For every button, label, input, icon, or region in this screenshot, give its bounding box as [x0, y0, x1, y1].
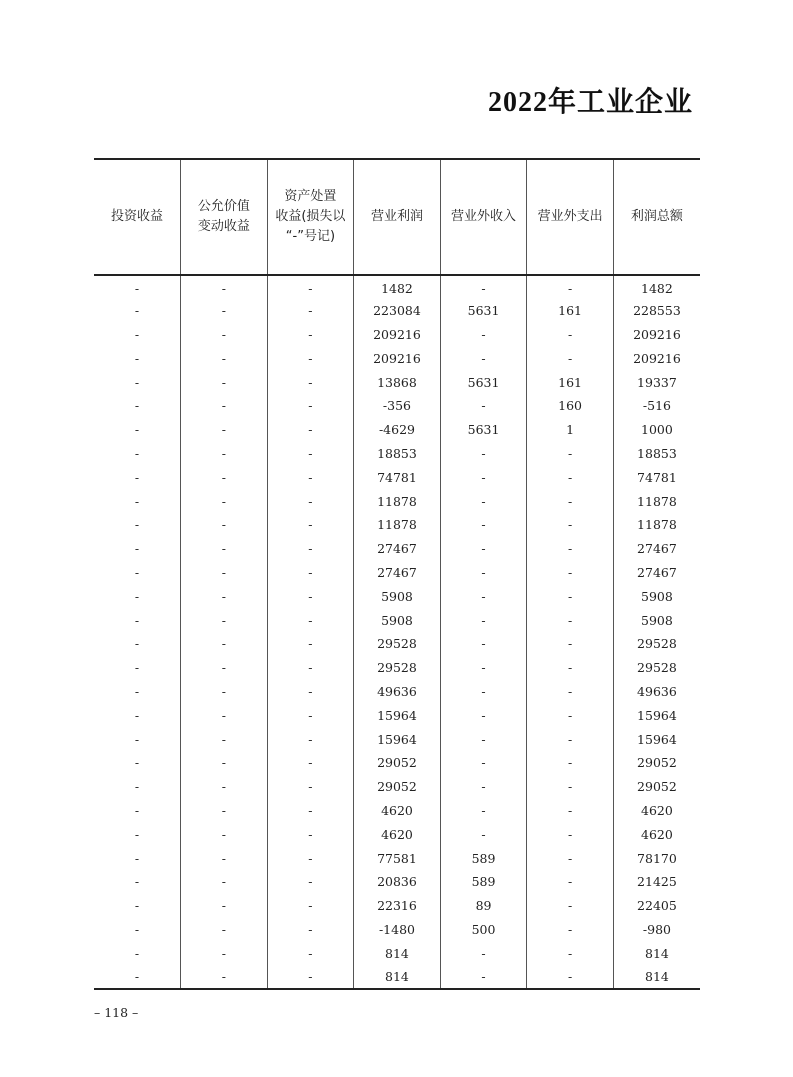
table-cell: 19337 — [613, 370, 700, 394]
table-cell: - — [181, 370, 268, 394]
table-cell: 11878 — [354, 513, 441, 537]
table-cell: - — [440, 822, 527, 846]
table-row — [94, 394, 700, 418]
table-cell: - — [134, 398, 140, 414]
table-row — [94, 751, 700, 775]
table-cell: - — [440, 465, 527, 489]
table-cell: - — [181, 941, 268, 965]
table-cell: - — [527, 775, 614, 799]
table-cell: - — [134, 350, 140, 366]
table-cell: - — [181, 537, 268, 561]
table-cell: - — [267, 346, 354, 370]
table-cell: - — [267, 965, 354, 989]
table-cell: - — [527, 918, 614, 942]
table-cell: - — [181, 346, 268, 370]
table-cell: 4620 — [354, 799, 441, 823]
table-cell: - — [181, 918, 268, 942]
table-cell: - — [134, 303, 140, 319]
table-row — [94, 323, 700, 347]
table-cell: - — [527, 608, 614, 632]
table-cell: - — [527, 703, 614, 727]
table-cell: 29528 — [613, 632, 700, 656]
table-cell: 29052 — [613, 751, 700, 775]
table-cell: - — [134, 874, 140, 890]
table-cell: - — [267, 751, 354, 775]
column-header: 营业外支出 — [527, 159, 614, 275]
table-cell: - — [134, 898, 140, 914]
table-row — [94, 489, 700, 513]
table-row — [94, 632, 700, 656]
table-cell: -516 — [613, 394, 700, 418]
table-cell: - — [527, 584, 614, 608]
table-row — [94, 941, 700, 965]
table-cell: - — [181, 561, 268, 585]
table-cell: - — [181, 703, 268, 727]
table-cell: 15964 — [613, 703, 700, 727]
table-header — [94, 159, 700, 275]
table-cell: 5908 — [613, 584, 700, 608]
table-cell: 27467 — [354, 537, 441, 561]
table-cell: - — [440, 275, 527, 299]
table-cell: 29052 — [354, 775, 441, 799]
table-cell: - — [527, 941, 614, 965]
table-cell: 223084 — [354, 299, 441, 323]
table-cell: - — [181, 513, 268, 537]
table-cell: - — [181, 632, 268, 656]
table-cell: - — [134, 588, 140, 604]
table-cell: 228553 — [613, 299, 700, 323]
table-cell: - — [527, 442, 614, 466]
table-cell: 29052 — [613, 775, 700, 799]
table-cell: 22316 — [354, 894, 441, 918]
table-cell: - — [267, 370, 354, 394]
table-cell: - — [527, 680, 614, 704]
table-cell: 74781 — [613, 465, 700, 489]
table-row — [94, 275, 700, 299]
table-cell: - — [527, 799, 614, 823]
table-cell: - — [527, 489, 614, 513]
table-cell: - — [181, 870, 268, 894]
table-cell: - — [134, 660, 140, 676]
table-cell: 209216 — [613, 346, 700, 370]
table-row — [94, 299, 700, 323]
table-cell: - — [440, 965, 527, 989]
table-cell: - — [527, 965, 614, 989]
table-cell: 500 — [440, 918, 527, 942]
table-cell: - — [134, 707, 140, 723]
page-title: 2022年工业企业 — [487, 87, 693, 118]
table-cell: - — [134, 683, 140, 699]
table-cell: - — [181, 608, 268, 632]
table-cell: - — [440, 346, 527, 370]
table-row — [94, 608, 700, 632]
table-cell: - — [440, 799, 527, 823]
table-cell: 29528 — [613, 656, 700, 680]
table-cell: - — [527, 561, 614, 585]
table-row — [94, 537, 700, 561]
table-cell: 814 — [613, 941, 700, 965]
table-cell: - — [267, 275, 354, 299]
table-cell: - — [440, 703, 527, 727]
table-cell: - — [181, 965, 268, 989]
table-cell: - — [527, 465, 614, 489]
table-cell: 5631 — [440, 418, 527, 442]
table-cell: - — [267, 299, 354, 323]
table-cell: - — [267, 894, 354, 918]
table-cell: 161 — [527, 370, 614, 394]
table-cell: - — [267, 846, 354, 870]
table-row — [94, 680, 700, 704]
table-cell: 589 — [440, 846, 527, 870]
table-cell: - — [134, 517, 140, 533]
table-cell: - — [440, 442, 527, 466]
table-cell: - — [267, 822, 354, 846]
table-row — [94, 513, 700, 537]
table-cell: 4620 — [354, 822, 441, 846]
table-cell: 209216 — [354, 323, 441, 347]
table-cell: - — [267, 918, 354, 942]
table-cell: - — [527, 751, 614, 775]
table-cell: 18853 — [354, 442, 441, 466]
table-cell: 160 — [527, 394, 614, 418]
table-cell: 5631 — [440, 370, 527, 394]
table-row — [94, 418, 700, 442]
table-row — [94, 561, 700, 585]
table-cell: - — [181, 799, 268, 823]
table-cell: - — [134, 779, 140, 795]
table-cell: 5908 — [613, 608, 700, 632]
table-row — [94, 465, 700, 489]
table-cell: - — [181, 323, 268, 347]
table-cell: - — [440, 513, 527, 537]
table-cell: -980 — [613, 918, 700, 942]
table-cell: - — [440, 727, 527, 751]
table-cell: - — [181, 275, 268, 299]
table-cell: - — [134, 541, 140, 557]
table-cell: - — [527, 346, 614, 370]
table-cell: - — [181, 442, 268, 466]
table-cell: 89 — [440, 894, 527, 918]
table-cell: - — [134, 493, 140, 509]
header-row — [94, 159, 700, 275]
table-cell: - — [181, 894, 268, 918]
table-cell: 11878 — [613, 513, 700, 537]
table-cell: - — [134, 945, 140, 961]
table-cell: - — [267, 941, 354, 965]
table-cell: 15964 — [613, 727, 700, 751]
table-row — [94, 656, 700, 680]
table-cell: - — [134, 731, 140, 747]
table-cell: 77581 — [354, 846, 441, 870]
table-cell: - — [134, 422, 140, 438]
table-cell: - — [181, 680, 268, 704]
table-cell: - — [134, 612, 140, 628]
table-cell: - — [267, 442, 354, 466]
table-cell: - — [527, 323, 614, 347]
table-cell: 11878 — [354, 489, 441, 513]
table-cell: 20836 — [354, 870, 441, 894]
table-cell: - — [527, 632, 614, 656]
page-number: – 118 – — [94, 1005, 139, 1020]
table-cell: - — [267, 799, 354, 823]
table-cell: - — [440, 632, 527, 656]
table-cell: - — [181, 846, 268, 870]
table-cell: - — [527, 870, 614, 894]
table-cell: - — [527, 727, 614, 751]
table-cell: - — [181, 775, 268, 799]
table-cell: - — [440, 584, 527, 608]
table-cell: - — [134, 374, 140, 390]
table-cell: 21425 — [613, 870, 700, 894]
table-row — [94, 775, 700, 799]
table-cell: 74781 — [354, 465, 441, 489]
table-cell: 22405 — [613, 894, 700, 918]
table-cell: - — [527, 846, 614, 870]
table-cell: - — [134, 755, 140, 771]
table-cell: - — [181, 394, 268, 418]
table-row — [94, 442, 700, 466]
table-cell: - — [267, 608, 354, 632]
table-cell: 5908 — [354, 608, 441, 632]
table-cell: 1482 — [613, 275, 700, 299]
table-cell: - — [267, 465, 354, 489]
table-cell: - — [134, 445, 140, 461]
table-row — [94, 822, 700, 846]
table-cell: - — [267, 394, 354, 418]
table-cell: 78170 — [613, 846, 700, 870]
table-cell: - — [440, 775, 527, 799]
column-header: 资产处置 收益(损失以 “-”号记) — [267, 159, 354, 275]
table-cell: 5908 — [354, 584, 441, 608]
table-cell: 1000 — [613, 418, 700, 442]
table-cell: - — [267, 727, 354, 751]
column-header: 利润总额 — [613, 159, 700, 275]
column-header: 营业利润 — [354, 159, 441, 275]
table-cell: - — [440, 941, 527, 965]
table-cell: - — [134, 326, 140, 342]
table-cell: - — [440, 394, 527, 418]
table-cell: 27467 — [613, 537, 700, 561]
table-cell: - — [181, 727, 268, 751]
table-cell: 27467 — [354, 561, 441, 585]
table-row — [94, 346, 700, 370]
table-cell: - — [134, 969, 140, 984]
table-cell: -1480 — [354, 918, 441, 942]
table-cell: - — [267, 418, 354, 442]
table-cell: 29528 — [354, 656, 441, 680]
table-cell: 18853 — [613, 442, 700, 466]
table-cell: - — [267, 513, 354, 537]
table-row — [94, 370, 700, 394]
table-cell: - — [267, 632, 354, 656]
table-row — [94, 870, 700, 894]
column-header: 公允价值 变动收益 — [181, 159, 268, 275]
table-cell: - — [440, 489, 527, 513]
table-cell: 814 — [613, 965, 700, 989]
table-cell: 4620 — [613, 822, 700, 846]
table-cell: - — [527, 537, 614, 561]
table-cell: - — [181, 489, 268, 513]
table-cell: 161 — [527, 299, 614, 323]
table-cell: - — [181, 465, 268, 489]
table-cell: - — [527, 822, 614, 846]
table-cell: 4620 — [613, 799, 700, 823]
table-cell: - — [181, 584, 268, 608]
table-cell: - — [134, 636, 140, 652]
table-cell: 814 — [354, 965, 441, 989]
column-header: 投资收益 — [111, 209, 164, 224]
table-cell: - — [181, 656, 268, 680]
table-cell: - — [134, 921, 140, 937]
table-cell: 5631 — [440, 299, 527, 323]
table-cell: - — [134, 826, 140, 842]
table-cell: 814 — [354, 941, 441, 965]
table-cell: - — [267, 584, 354, 608]
table-row — [94, 727, 700, 751]
table-cell: - — [181, 751, 268, 775]
table-cell: - — [181, 418, 268, 442]
table-cell: 589 — [440, 870, 527, 894]
table-cell: - — [134, 280, 140, 296]
table-cell: 29052 — [354, 751, 441, 775]
table-cell: - — [181, 822, 268, 846]
table-cell: - — [440, 561, 527, 585]
table-cell: - — [267, 870, 354, 894]
table-cell: 49636 — [613, 680, 700, 704]
table-cell: - — [267, 680, 354, 704]
table-cell: 11878 — [613, 489, 700, 513]
table-cell: - — [440, 680, 527, 704]
table-cell: 13868 — [354, 370, 441, 394]
table-cell: - — [267, 656, 354, 680]
table-cell: - — [267, 323, 354, 347]
table-cell: 29528 — [354, 632, 441, 656]
table-cell: 49636 — [354, 680, 441, 704]
table-cell: - — [440, 656, 527, 680]
table-cell: -4629 — [354, 418, 441, 442]
table-cell: - — [134, 802, 140, 818]
table-row — [94, 965, 700, 989]
table-cell: - — [134, 469, 140, 485]
table-cell: 209216 — [613, 323, 700, 347]
table-cell: - — [267, 537, 354, 561]
table-row — [94, 584, 700, 608]
table-cell: -356 — [354, 394, 441, 418]
table-cell: - — [440, 323, 527, 347]
table-row — [94, 703, 700, 727]
table-cell: - — [267, 775, 354, 799]
table-cell: - — [440, 608, 527, 632]
table-cell: - — [134, 850, 140, 866]
data-table — [94, 158, 700, 990]
table-row — [94, 918, 700, 942]
table-cell: - — [527, 656, 614, 680]
table-cell: - — [267, 703, 354, 727]
table-cell: - — [440, 537, 527, 561]
table-cell: - — [267, 561, 354, 585]
table-row — [94, 894, 700, 918]
table-cell: 15964 — [354, 727, 441, 751]
table-cell: - — [527, 894, 614, 918]
table-cell: 27467 — [613, 561, 700, 585]
table-cell: - — [134, 564, 140, 580]
table-row — [94, 846, 700, 870]
table-cell: 209216 — [354, 346, 441, 370]
column-header: 营业外收入 — [440, 159, 527, 275]
table-row — [94, 799, 700, 823]
table-cell: 1482 — [354, 275, 441, 299]
table-cell: - — [181, 299, 268, 323]
table-cell: 15964 — [354, 703, 441, 727]
table-cell: - — [440, 751, 527, 775]
table-cell: - — [267, 489, 354, 513]
table-cell: 1 — [527, 418, 614, 442]
table-cell: - — [527, 513, 614, 537]
table-cell: - — [527, 275, 614, 299]
table-body — [94, 275, 700, 989]
